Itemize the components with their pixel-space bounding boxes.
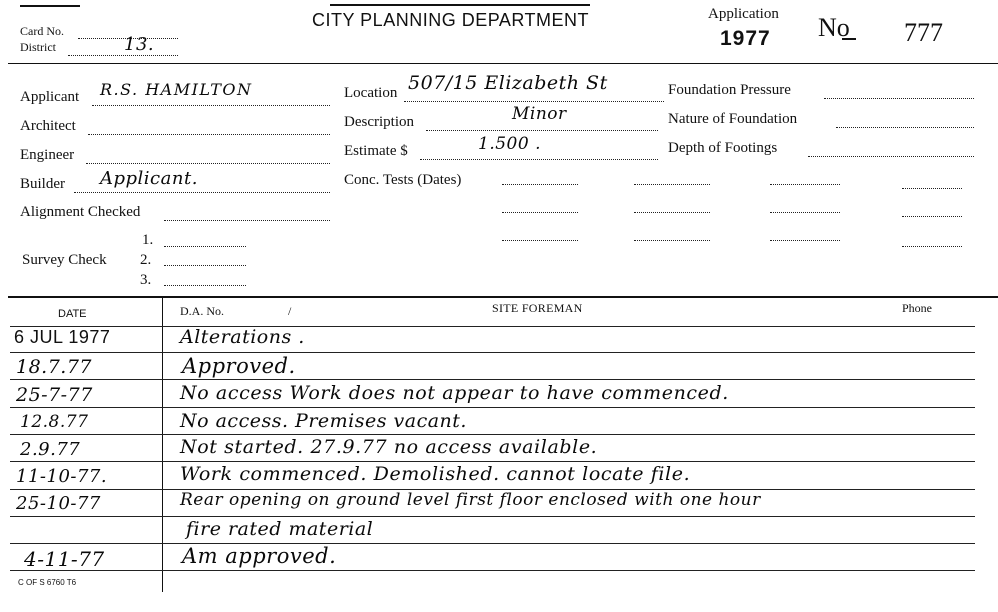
log-date: 12.8.77 [20, 412, 89, 432]
date-column-header: DATE [58, 308, 87, 320]
log-row-line [10, 461, 975, 462]
survey-item-3: 3. [140, 272, 152, 288]
log-row-line [10, 326, 975, 327]
conc-line-a1 [502, 184, 578, 185]
survey-line-2 [164, 265, 246, 266]
log-row-line [10, 516, 975, 517]
depth-footings-line [808, 156, 974, 157]
survey-line-3 [164, 285, 246, 286]
builder-line [74, 192, 330, 193]
estimate-value: 1.500 . [478, 134, 541, 154]
top-rule-left [20, 5, 80, 7]
conc-line-c2 [634, 240, 710, 241]
log-date: 6 JUL 1977 [14, 327, 111, 347]
conc-tests-label: Conc. Tests (Dates) [344, 172, 462, 188]
log-row-line [10, 407, 975, 408]
log-date: 11-10-77. [16, 466, 108, 487]
builder-value: Applicant. [100, 168, 198, 189]
depth-footings-label: Depth of Footings [668, 140, 778, 156]
log-date: 2.9.77 [20, 439, 81, 460]
survey-label: Survey Check [22, 252, 107, 268]
log-row-line [10, 434, 975, 435]
application-label: Application [708, 6, 779, 22]
nature-foundation-label: Nature of Foundation [668, 111, 798, 127]
location-line [404, 101, 664, 102]
conc-line-b2 [634, 212, 710, 213]
alignment-label: Alignment Checked [20, 204, 141, 220]
foreman-column-header: SITE FOREMAN [492, 301, 583, 315]
log-row-line [10, 543, 975, 544]
foundation-pressure-line [824, 98, 974, 99]
log-row-line [10, 379, 975, 380]
log-note: Not started. 27.9.77 no access available. [180, 436, 598, 458]
architect-label: Architect [20, 118, 76, 134]
conc-line-c1 [502, 240, 578, 241]
conc-line-b3 [770, 212, 840, 213]
description-label: Description [344, 114, 414, 130]
description-value: Minor [512, 104, 567, 124]
conc-line-a3 [770, 184, 840, 185]
log-note: Am approved. [182, 544, 337, 568]
number-underline [842, 38, 856, 40]
description-line [426, 130, 658, 131]
log-note: Approved. [182, 354, 296, 378]
application-year: 1977 [720, 27, 771, 50]
applicant-line [92, 105, 330, 106]
location-value: 507/15 Elizabeth St [408, 72, 608, 94]
log-note: Alterations . [180, 326, 305, 348]
conc-line-a2 [634, 184, 710, 185]
applicant-value: R.S. HAMILTON [100, 80, 253, 99]
phone-column-header: Phone [902, 301, 932, 315]
district-line [68, 55, 178, 56]
number-label-text: No [818, 13, 850, 42]
applicant-label: Applicant [20, 89, 80, 105]
architect-line [88, 134, 330, 135]
foundation-pressure-label: Foundation Pressure [668, 82, 791, 98]
conc-line-b4 [902, 216, 962, 217]
log-row-line [10, 570, 975, 571]
conc-line-a4 [902, 188, 962, 189]
log-date: 4-11-77 [24, 547, 105, 571]
card-no-label: Card No. [20, 24, 64, 38]
log-note: No access. Premises vacant. [180, 410, 467, 432]
nature-foundation-line [836, 127, 974, 128]
log-note: fire rated material [186, 518, 374, 540]
log-note: Work commenced. Demolished. cannot locate file. [180, 463, 691, 485]
application-number: 777 [904, 18, 943, 47]
builder-label: Builder [20, 176, 65, 192]
engineer-label: Engineer [20, 147, 75, 163]
engineer-line [86, 163, 330, 164]
survey-line-1 [164, 246, 246, 247]
top-rule [330, 4, 590, 6]
log-date: 25-10-77 [16, 493, 101, 514]
survey-item-1: 1. [142, 232, 154, 248]
log-date: 25-7-77 [16, 384, 93, 406]
log-row-line [10, 352, 975, 353]
log-top-border [8, 296, 998, 298]
log-note: No access Work does not appear to have commenced. [180, 382, 729, 404]
location-label: Location [344, 85, 398, 101]
date-column-divider [162, 296, 163, 592]
header-divider [8, 63, 998, 64]
log-date: 18.7.77 [16, 356, 93, 378]
estimate-label: Estimate $ [344, 143, 408, 159]
conc-line-b1 [502, 212, 578, 213]
district-label: District [20, 40, 56, 54]
alignment-line [164, 220, 330, 221]
da-separator: / [288, 304, 292, 318]
log-note: Rear opening on ground level first floor enclosed with one hour [180, 490, 761, 510]
conc-line-c4 [902, 246, 962, 247]
form-code: C OF S 6760 T6 [18, 578, 77, 587]
survey-item-2: 2. [140, 252, 152, 268]
district-value: 13. [124, 34, 155, 55]
conc-line-c3 [770, 240, 840, 241]
da-column-header: D.A. No. [180, 304, 224, 318]
estimate-line [420, 159, 658, 160]
page-title: CITY PLANNING DEPARTMENT [312, 10, 590, 30]
